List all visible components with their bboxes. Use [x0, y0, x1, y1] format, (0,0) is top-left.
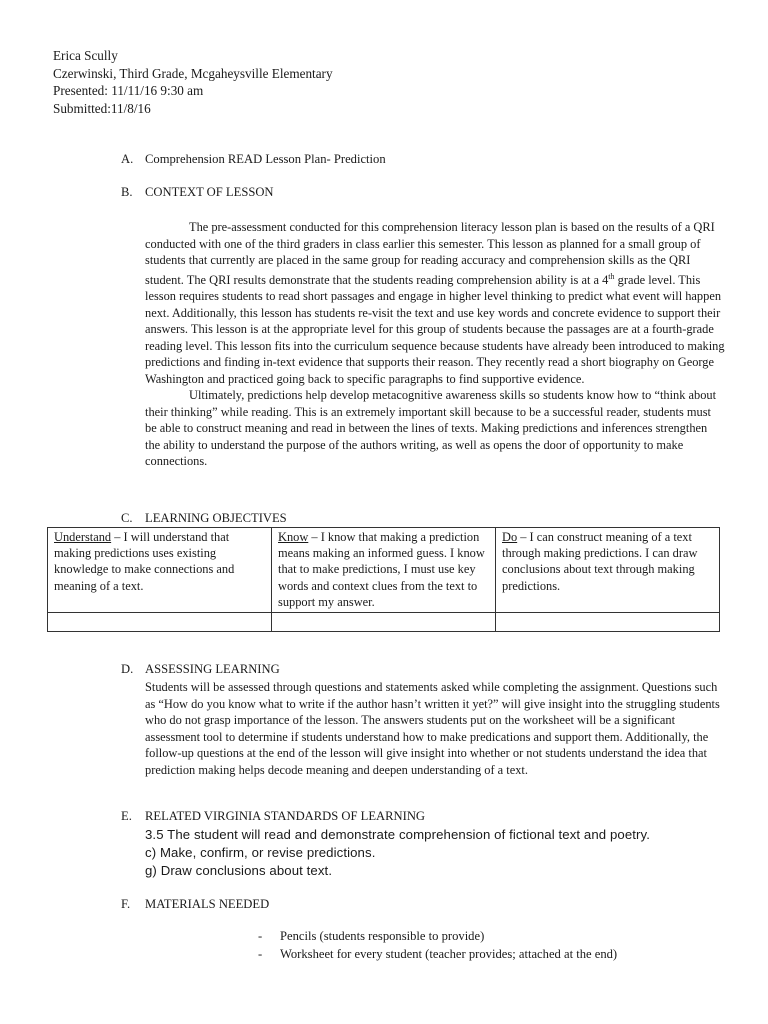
do-label: Do — [502, 530, 518, 544]
bullet-dash: - — [258, 929, 263, 943]
section-title: CONTEXT OF LESSON — [145, 185, 274, 199]
material-text: Worksheet for every student (teacher provides; attached at the end) — [280, 946, 618, 961]
section-c-heading — [121, 511, 287, 526]
section-letter: A. — [121, 152, 134, 166]
understand-label: Understand — [54, 530, 112, 544]
understand-text: – I will understand that making predictions uses existing knowledge to make connections and meaning of a text. — [54, 530, 235, 593]
section-b-heading — [121, 185, 274, 200]
section-letter: F. — [121, 897, 131, 911]
table-row — [48, 528, 720, 613]
section-title: LEARNING OBJECTIVES — [145, 511, 287, 525]
class-info: Czerwinski, Third Grade, Mcgaheysville Elementary — [53, 65, 333, 81]
assessing-learning-text — [145, 679, 725, 778]
empty-cell — [48, 613, 272, 632]
empty-cell — [496, 613, 720, 632]
section-title: RELATED VIRGINIA STANDARDS OF LEARNING — [145, 809, 426, 823]
learning-objectives-table — [47, 527, 720, 632]
materials-list — [258, 928, 617, 963]
section-letter: B. — [121, 185, 133, 199]
context-of-lesson-text — [145, 219, 725, 470]
bullet-dash: - — [258, 946, 263, 961]
section-a-heading — [121, 152, 386, 167]
section-title: ASSESSING LEARNING — [145, 662, 280, 676]
know-cell — [272, 528, 496, 613]
author-name: Erica Scully — [53, 48, 118, 63]
do-text: – I can construct meaning of a text through making predictions. I can draw conclusions about text through making predictions. — [502, 530, 698, 593]
section-letter: D. — [121, 662, 134, 676]
material-text: Pencils (students responsible to provide) — [280, 929, 485, 943]
section-letter: E. — [121, 809, 132, 823]
context-paragraph-2: Ultimately, predictions help develop metacognitive awareness skills so students know how to “think about their thinking” while reading. This is an extremely important skill because to be a successful reader, students must be able to construct meaning and read in between the lines of texts. Making predictions and inferences strengthen the ability to understand the purpose of the authors writing, as well as opens the door of opportunity to make connections. — [145, 388, 717, 469]
do-cell — [496, 528, 720, 613]
table-row-empty — [48, 613, 720, 632]
presented-date: Presented: 11/11/16 9:30 am — [53, 83, 204, 98]
header-block — [53, 47, 333, 117]
empty-cell — [272, 613, 496, 632]
standard-line: c) Make, confirm, or revise predictions. — [145, 845, 376, 860]
list-item — [258, 946, 617, 964]
know-text: – I know that making a prediction means making an informed guess. I know that to make predictions, I must use key words and context clues from the text to support my answer. — [278, 530, 485, 609]
context-p1-part1: The pre-assessment conducted for this comprehension literacy lesson plan is based on the results of a QRI conducted with one of the third graders in class earlier this semester. This lesson as planned for a small group of students that currently are placed in the same group for reading accuracy and comprehension skills as the QRI student. The QRI results demonstrate that the students reading comprehension ability is at a 4 — [145, 220, 715, 287]
list-item — [258, 928, 617, 946]
context-paragraph-1 — [145, 219, 725, 387]
standard-line: 3.5 The student will read and demonstrate comprehension of fictional text and poetry. — [145, 827, 651, 842]
ordinal-superscript: th — [608, 271, 615, 281]
section-f-heading — [121, 897, 269, 912]
section-title: Comprehension READ Lesson Plan- Prediction — [145, 152, 386, 166]
section-title: MATERIALS NEEDED — [145, 897, 270, 911]
standards-list — [145, 826, 650, 880]
submitted-date: Submitted:11/8/16 — [53, 100, 151, 116]
section-letter: C. — [121, 511, 133, 525]
assessing-paragraph: Students will be assessed through questions and statements asked while completing the assignment. Questions such as “How do you know what to write if the author hasn’t written it yet?” will give insight into the struggling students who do not grasp importance of the lesson. The answers students put on the worksheet will be a significant assessment tool to determine if students understand how to make predications and support them. Additionally, the follow-up questions at the end of the lesson will give insight into whether or not students understand the idea that prediction making helps decode meaning and deepen understanding of a text. — [145, 680, 720, 777]
section-d-heading — [121, 662, 280, 677]
standard-line: g) Draw conclusions about text. — [145, 863, 333, 878]
know-label: Know — [278, 530, 309, 544]
understand-cell — [48, 528, 272, 613]
context-p1-part2: grade level. This lesson requires students to read short passages and engage in higher level thinking to predict what event will happen next. Additionally, this lesson has students re-visit the text and use key words and concrete evidence to support their answers. This lesson is at the appropriate level for this group of students because the passages are at a fourth-grade reading level. This lesson fits into the curriculum sequence because students have already been introduced to making predictions and finding in-text evidence that supports their reason. They recently read a short biography on George Washington and practiced going back to specific paragraphs to find supportive evidence. — [145, 272, 725, 386]
section-e-heading — [121, 809, 425, 824]
